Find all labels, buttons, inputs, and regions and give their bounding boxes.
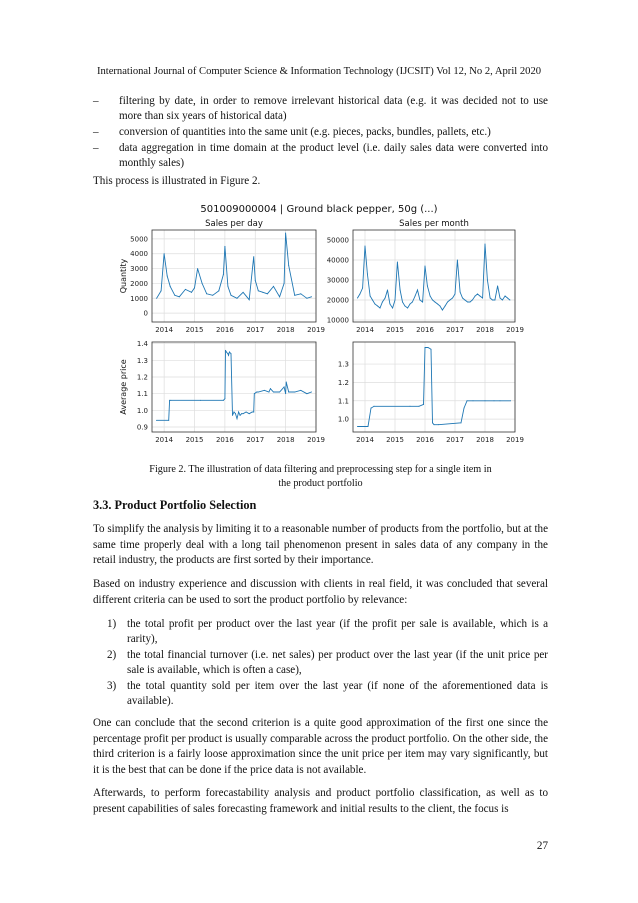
data-point: [374, 304, 375, 305]
x-tick-label: 2019: [506, 436, 524, 444]
x-tick-label: 2018: [476, 326, 494, 334]
data-point: [430, 296, 431, 297]
data-point: [368, 426, 369, 427]
criterion-text: the total financial turnover (i.e. net sales) per product over the last year (if the unit price per sale is available, which is often a case),: [127, 649, 548, 677]
x-tick-label: 2014: [155, 326, 174, 334]
plot-frame: [152, 342, 316, 432]
y-tick-label: 10000: [326, 316, 349, 325]
y-tick-label: 1.2: [136, 373, 148, 382]
x-tick-label: 2016: [215, 326, 234, 334]
data-point: [311, 296, 312, 297]
data-point: [254, 393, 255, 394]
data-point: [270, 388, 271, 389]
data-point: [234, 412, 235, 413]
data-point: [362, 288, 363, 289]
data-point: [156, 298, 157, 299]
data-point: [267, 293, 268, 294]
data-point: [235, 413, 236, 414]
paragraph: To simplify the analysis by limiting it to a reasonable number of products from the portfolio, but at the same time properly deal with a long tail phenomenon present in sales data of any company in the retail industry, the products are first sorted by their importance.: [93, 523, 548, 567]
data-point: [422, 302, 423, 303]
data-point: [284, 387, 285, 388]
y-tick-label: 30000: [326, 276, 349, 285]
x-tick-label: 2017: [246, 436, 265, 444]
data-point: [224, 398, 225, 399]
y-axis-label: Average price: [119, 359, 128, 415]
data-point: [170, 286, 171, 287]
data-point: [447, 302, 448, 303]
data-point: [246, 412, 247, 413]
x-tick-label: 2014: [155, 436, 174, 444]
data-point: [438, 424, 439, 425]
data-point: [264, 390, 265, 391]
y-tick-label: 1.0: [337, 415, 349, 424]
data-point: [306, 393, 307, 394]
data-point: [370, 296, 371, 297]
data-point: [419, 406, 420, 407]
data-point: [227, 353, 228, 354]
data-point: [442, 310, 443, 311]
data-point: [507, 298, 508, 299]
data-point: [161, 290, 162, 291]
plot-frame: [353, 230, 515, 322]
data-point: [431, 349, 432, 350]
y-tick-label: 20000: [326, 296, 349, 305]
x-tick-label: 2019: [307, 326, 325, 334]
x-tick-label: 2014: [356, 326, 374, 334]
series-line: [157, 350, 312, 420]
x-tick-label: 2018: [476, 436, 494, 444]
data-point: [502, 300, 503, 301]
x-tick-label: 2019: [307, 436, 325, 444]
data-point: [467, 400, 468, 401]
data-point: [232, 415, 233, 416]
plot-frame: [152, 230, 316, 322]
data-point: [400, 290, 401, 291]
y-tick-label: 1.3: [136, 356, 148, 365]
data-point: [385, 298, 386, 299]
data-point: [164, 253, 165, 254]
figure-caption: [93, 463, 548, 491]
data-point: [279, 296, 280, 297]
data-point: [224, 246, 225, 247]
data-point: [185, 289, 186, 290]
data-point: [357, 298, 358, 299]
data-point: [191, 292, 192, 293]
data-point: [377, 306, 378, 307]
criterion-text: the total quantity sold per item over the last year (if none of the aforementioned data is available).: [127, 680, 548, 708]
data-point: [306, 298, 307, 299]
y-tick-label: 1.2: [337, 378, 349, 387]
data-point: [464, 300, 465, 301]
y-tick-label: 0.9: [136, 423, 148, 432]
data-point: [485, 400, 486, 401]
y-tick-label: 0: [143, 309, 148, 318]
chart-title: Sales per day: [205, 219, 263, 229]
data-point: [440, 306, 441, 307]
data-point: [485, 244, 486, 245]
data-point: [300, 390, 301, 391]
data-point: [169, 400, 170, 401]
series-line: [358, 348, 511, 427]
data-point: [294, 392, 295, 393]
data-point: [253, 256, 254, 257]
data-point: [206, 293, 207, 294]
data-point: [417, 290, 418, 291]
data-point: [387, 290, 388, 291]
data-point: [482, 298, 483, 299]
data-point: [457, 260, 458, 261]
plot-frame: [353, 342, 515, 432]
data-point: [200, 400, 201, 401]
data-point: [449, 300, 450, 301]
data-point: [170, 400, 171, 401]
y-tick-label: 1.4: [136, 340, 148, 349]
data-point: [497, 286, 498, 287]
chart-title: Sales per month: [399, 219, 469, 229]
data-point: [509, 300, 510, 301]
series-line: [157, 233, 312, 300]
y-tick-label: 1000: [130, 294, 148, 303]
data-point: [365, 246, 366, 247]
x-tick-label: 2018: [276, 326, 295, 334]
data-point: [243, 413, 244, 414]
data-point: [479, 296, 480, 297]
data-point: [218, 290, 219, 291]
data-point: [464, 408, 465, 409]
data-point: [425, 347, 426, 348]
data-point: [240, 415, 241, 416]
data-point: [230, 353, 231, 354]
chart-panel-3: [119, 340, 325, 444]
y-tick-label: 1.1: [337, 397, 349, 406]
data-point: [404, 306, 405, 307]
data-point: [452, 298, 453, 299]
data-point: [477, 294, 478, 295]
data-point: [202, 283, 203, 284]
data-point: [425, 266, 426, 267]
data-point: [258, 392, 259, 393]
data-point: [494, 300, 495, 301]
paragraph: Based on industry experience and discussion with clients in real field, it was concluded that several different criteria can be used to sort the product portfolio by relevance:: [93, 578, 548, 606]
criterion-number: 3): [107, 680, 117, 692]
data-point: [423, 404, 424, 405]
data-point: [432, 422, 433, 423]
data-point: [427, 286, 428, 287]
y-tick-label: 2000: [130, 279, 148, 288]
data-point: [262, 292, 263, 293]
data-point: [473, 400, 474, 401]
data-point: [487, 280, 488, 281]
criterion-item: [107, 648, 548, 678]
data-point: [460, 292, 461, 293]
data-point: [285, 393, 286, 394]
data-point: [273, 286, 274, 287]
data-point: [285, 232, 286, 233]
data-point: [238, 412, 239, 413]
data-point: [228, 355, 229, 356]
data-point: [472, 300, 473, 301]
data-point: [168, 420, 169, 421]
figure-suptitle: 501009000004 | Ground black pepper, 50g (...): [200, 204, 438, 215]
data-point: [510, 400, 511, 401]
data-point: [284, 283, 285, 284]
criterion-text: the total profit per product over the last year (if the profit per sale is available, which is a rarity),: [127, 618, 548, 646]
x-tick-label: 2015: [386, 326, 404, 334]
data-point: [407, 308, 408, 309]
bullet-text: filtering by date, in order to remove irrelevant historical data (e.g. it was decided not to use more than six years of historical data): [119, 95, 548, 123]
data-point: [494, 400, 495, 401]
data-point: [475, 296, 476, 297]
data-point: [311, 392, 312, 393]
data-point: [434, 424, 435, 425]
data-point: [223, 274, 224, 275]
data-point: [371, 408, 372, 409]
y-tick-label: 40000: [326, 256, 349, 265]
chart-panel-2: [327, 219, 524, 334]
data-point: [462, 298, 463, 299]
y-tick-label: 50000: [326, 236, 349, 245]
x-tick-label: 2016: [416, 436, 434, 444]
data-point: [415, 296, 416, 297]
data-point: [252, 412, 253, 413]
data-point: [255, 280, 256, 281]
data-point: [397, 262, 398, 263]
figure-caption-line: Figure 2. The illustration of data filtering and preprocessing step for a single item in: [149, 464, 492, 475]
data-point: [505, 296, 506, 297]
data-point: [288, 392, 289, 393]
data-point: [197, 268, 198, 269]
data-point: [445, 306, 446, 307]
x-tick-label: 2018: [276, 436, 295, 444]
x-tick-label: 2015: [386, 436, 404, 444]
x-tick-label: 2016: [215, 436, 234, 444]
data-point: [194, 287, 195, 288]
data-point: [237, 418, 238, 419]
data-point: [227, 286, 228, 287]
data-point: [294, 295, 295, 296]
data-point: [432, 300, 433, 301]
data-point: [249, 299, 250, 300]
data-point: [256, 392, 257, 393]
data-point: [380, 308, 381, 309]
paragraph: Afterwards, to perform forecastability analysis and product portfolio classification, as well as to present capabilities of sales forecasting framework and initial results to the client, the focus is: [93, 787, 548, 815]
data-point: [437, 304, 438, 305]
data-point: [174, 295, 175, 296]
x-tick-label: 2017: [246, 326, 265, 334]
data-point: [402, 302, 403, 303]
data-point: [273, 392, 274, 393]
data-point: [372, 300, 373, 301]
data-point: [237, 298, 238, 299]
data-point: [212, 295, 213, 296]
data-point: [500, 298, 501, 299]
data-point: [226, 352, 227, 353]
data-point: [359, 294, 360, 295]
y-axis-label: Quantity: [119, 258, 128, 294]
data-point: [249, 413, 250, 414]
x-tick-label: 2015: [185, 326, 204, 334]
figure-caption-line: the product portfolio: [278, 478, 363, 489]
data-point: [230, 295, 231, 296]
data-point: [243, 292, 244, 293]
section-title: 3.3. Product Portfolio Selection: [93, 498, 257, 512]
bullet-text: conversion of quantities into the same unit (e.g. pieces, packs, bundles, pallets, etc.): [119, 126, 491, 138]
data-point: [389, 304, 390, 305]
y-tick-label: 4000: [130, 250, 148, 259]
bullet-dash: –: [93, 142, 99, 154]
x-tick-label: 2017: [446, 326, 464, 334]
criterion-item: [107, 617, 548, 647]
data-point: [490, 298, 491, 299]
data-point: [357, 426, 358, 427]
data-point: [374, 406, 375, 407]
data-point: [500, 400, 501, 401]
data-point: [461, 422, 462, 423]
intro-paragraph: This process is illustrated in Figure 2.: [93, 175, 261, 187]
x-tick-label: 2015: [185, 436, 204, 444]
data-point: [455, 294, 456, 295]
data-point: [410, 304, 411, 305]
y-tick-label: 1.0: [136, 406, 148, 415]
data-point: [467, 302, 468, 303]
data-point: [225, 350, 226, 351]
data-point: [241, 413, 242, 414]
x-tick-label: 2019: [506, 326, 524, 334]
data-point: [470, 302, 471, 303]
data-point: [167, 276, 168, 277]
data-point: [179, 296, 180, 297]
criterion-item: [107, 679, 548, 709]
x-tick-label: 2014: [356, 436, 374, 444]
data-point: [434, 302, 435, 303]
data-point: [492, 300, 493, 301]
bullet-dash: –: [93, 126, 99, 138]
data-point: [367, 274, 368, 275]
data-point: [268, 392, 269, 393]
chart-panel-4: [338, 342, 524, 444]
data-point: [382, 302, 383, 303]
data-point: [395, 300, 396, 301]
data-point: [300, 293, 301, 294]
bullet-dash: –: [93, 95, 99, 107]
criterion-number: 1): [107, 618, 117, 630]
y-tick-label: 1.1: [136, 390, 148, 399]
data-point: [419, 300, 420, 301]
data-point: [223, 400, 224, 401]
y-tick-label: 5000: [130, 235, 148, 244]
data-point: [288, 265, 289, 266]
data-point: [253, 412, 254, 413]
page-number: 27: [536, 840, 548, 852]
data-point: [229, 352, 230, 353]
y-tick-label: 1.3: [337, 360, 349, 369]
chart-panel-1: [119, 219, 325, 334]
y-tick-label: 3000: [130, 265, 148, 274]
data-point: [279, 392, 280, 393]
journal-header: International Journal of Computer Science & Information Technology (IJCSIT) Vol 12, No 2, April 2020: [96, 66, 542, 77]
x-tick-label: 2017: [446, 436, 464, 444]
data-point: [258, 290, 259, 291]
criterion-number: 2): [107, 649, 117, 661]
data-point: [412, 302, 413, 303]
data-point: [392, 308, 393, 309]
data-point: [410, 406, 411, 407]
data-point: [156, 420, 157, 421]
paragraph: One can conclude that the second criterion is a quite good approximation of the first one since the percentage profit per product is usually comparable across the product portfolio. On the other side, the third criterion is a fairly loose approximation since the unit price per item may vary significantly, but it is the best that can be done if the price data is not available.: [93, 717, 548, 776]
x-tick-label: 2016: [416, 326, 434, 334]
bullet-text: data aggregation in time domain at the product level (i.e. daily sales data were converted into monthly sales): [119, 142, 548, 170]
data-point: [286, 382, 287, 383]
data-point: [428, 347, 429, 348]
